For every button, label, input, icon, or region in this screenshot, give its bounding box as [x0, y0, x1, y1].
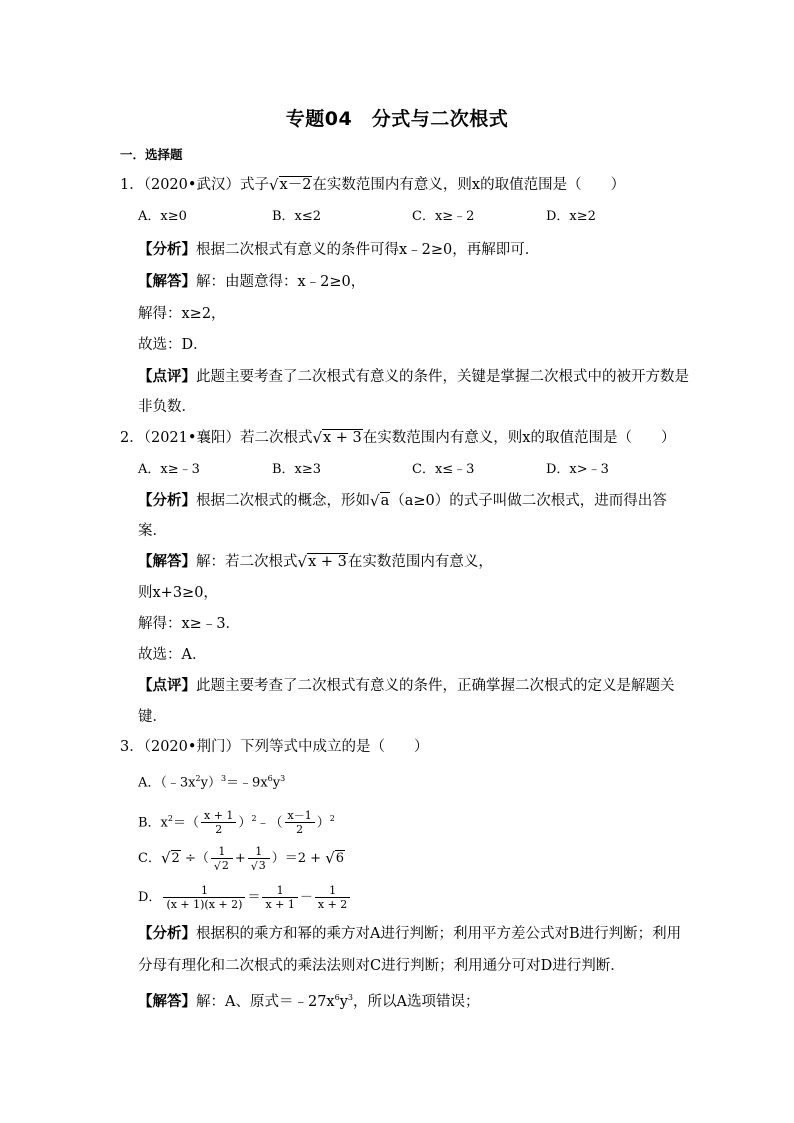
fraction: $\frac{1}{x + 2}$ [315, 884, 350, 911]
q1-stem: 1．（2020•武汉）式子√x－2在实数范围内有意义，则x的取值范围是（ ） [120, 176, 626, 194]
q2-step: 解得：x≥﹣3． [138, 616, 241, 632]
option-c: C．x≤﹣3 [412, 462, 475, 477]
q3-analysis-cont: 分母有理化和二次根式的乘法法则对C进行判断；利用通分可对D进行判断． [138, 958, 625, 974]
q1-source: （2020•武汉） [143, 177, 240, 193]
q3-option-a: A．$(﹣3x^2y)^3=﹣9x^6y^3$ [138, 774, 286, 791]
q3-source: （2020•荆门） [143, 739, 240, 755]
q2-comment: 【点评】此题主要考查了二次根式有意义的条件，正确掌握二次根式的定义是解题关 [138, 678, 675, 694]
sqrt-symbol: √x－2 [268, 176, 312, 194]
sqrt-symbol: √2 [213, 858, 229, 873]
q2-source: （2021•襄阳） [143, 430, 240, 446]
page-title: 专题04 分式与二次根式 [285, 108, 509, 130]
option-c: C．x≥﹣2 [412, 209, 475, 224]
q2-analysis-cont: 案． [138, 523, 167, 539]
q3-option-c: C．√2 ÷（ $\frac{1}{√2}$ + $\frac{1}{√3}$ ）＝2 + √6 [138, 840, 345, 877]
option-d: D．x≥2 [546, 209, 596, 224]
q1-options [138, 208, 738, 226]
q3-solution: 【解答】解：A、原式$=﹣27x^6y^3$，所以A选项错误； [138, 993, 480, 1010]
q1-comment-cont: 非负数． [138, 399, 196, 415]
q2-stem: 2．（2021•襄阳）若二次根式√x + 3在实数范围内有意义，则x的取值范围是（ ） [120, 429, 676, 447]
q1-step: 故选：D． [138, 337, 208, 353]
q2-analysis: 【分析】根据二次根式的概念，形如√a（a≥0）的式子叫做二次根式，进而得出答 [138, 492, 667, 510]
section-heading: 一．选择题 [120, 147, 183, 162]
option-d: D．x>﹣3 [546, 462, 609, 477]
q3-option-d: D． $\frac{1}{(x + 1)(x + 2)}$ ＝ $\frac{1}{x + 1}$ － $\frac{1}{x + 2}$ [138, 880, 352, 916]
q2-options [138, 461, 738, 479]
q1-analysis: 【分析】根据二次根式有意义的条件可得x﹣2≥0，再解即可． [138, 242, 540, 258]
option-b: B．x≥3 [272, 462, 322, 477]
fraction: $\frac{1}{√3}$ [248, 845, 270, 873]
q2-step: 故选：A． [138, 647, 207, 663]
option-a: A．x≥0 [138, 209, 187, 224]
fraction: $\frac{x + 1}{2}$ [201, 809, 236, 836]
fraction: $\frac{1}{(x + 1)(x + 2)}$ [163, 884, 245, 911]
q2-solution: 【解答】解：若二次根式√x + 3在实数范围内有意义， [138, 553, 493, 571]
fraction: $\frac{1}{x + 1}$ [262, 884, 297, 911]
sqrt-symbol: √3 [250, 858, 266, 873]
sqrt-symbol: √6 [325, 849, 345, 867]
q3-stem: 3．（2020•荆门）下列等式中成立的是（ ） [120, 739, 429, 755]
q2-step: 则x+3≥0， [138, 585, 218, 601]
q2-comment-cont: 键． [138, 709, 167, 725]
q3-option-b: B．$x^2=$（ $\frac{x + 1}{2}$ ）$^2$﹣（ $\frac{x-1}{2}$ ）$^2$ [138, 809, 335, 837]
q1-comment: 【点评】此题主要考查了二次根式有意义的条件，关键是掌握二次根式中的被开方数是 [138, 369, 689, 385]
sqrt-symbol: √x + 3 [297, 553, 347, 571]
q1-step: 解得：x≥2， [138, 306, 226, 322]
sqrt-symbol: √a [370, 492, 390, 510]
sqrt-symbol: √x + 3 [312, 429, 362, 447]
option-a: A．x≥﹣3 [138, 462, 200, 477]
q1-solution: 【解答】解：由题意得：x﹣2≥0， [138, 274, 366, 290]
q3-analysis: 【分析】根据积的乘方和幂的乘方对A进行判断；利用平方差公式对B进行判断；利用 [138, 926, 682, 942]
fraction: $\frac{1}{√2}$ [211, 845, 233, 873]
option-b: B．x≤2 [272, 209, 322, 224]
sqrt-symbol: √2 [160, 849, 180, 867]
fraction: $\frac{x-1}{2}$ [285, 809, 315, 836]
